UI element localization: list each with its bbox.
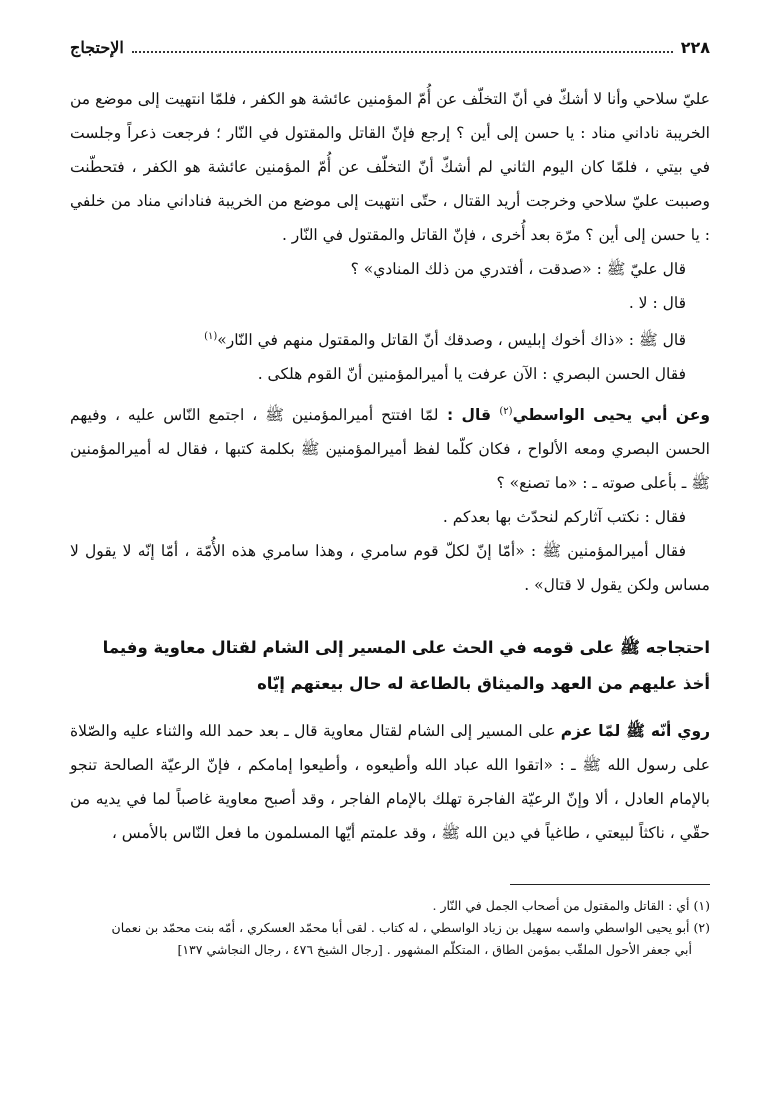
paragraph-rawi <box>70 714 710 850</box>
paragraph-1: عليّ سلاحي وأنا لا أشكّ في أنّ التخلّف عن أُمّ المؤمنين عائشة هو الكفر ، فلمّا انتهيت إلى موضع من الخريبة ناداني مناد : يا حسن إلى أين ؟ إرجع فإنّ القاتل والمقتول في النّار ؛ فرجعت ذعراً وجلست في بيتي ، فلمّا كان اليوم الثاني لم أشكّ أنّ التخلّف عن أُمّ المؤمنين عائشة هو الكفر ، فتحطّنت وصببت عليّ سلاحي وخرجت أريد القتال ، حتّى انتهيت إلى موضع من الخريبة فناداني مناد من خلفي : يا حسن إلى أين ؟ مرّة بعد أُخرى ، فإنّ القاتل والمقتول في النّار . <box>70 90 710 244</box>
paragraph-ali-question: قال عليّ ﷺ : «صدقت ، أفتدري من ذلك المنادي» ؟ <box>350 260 686 278</box>
wasiti-lead: وعن أبي يحيى الواسطي <box>512 406 710 425</box>
footnotes <box>70 895 710 961</box>
paragraph-samiri: فقال أميرالمؤمنين ﷺ : «أمّا إنّ لكلّ قوم سامري ، وهذا سامري هذه الأُمّة ، أمّا إنّه لا يقول لا مساس ولكن يقول لا قتال» . <box>70 542 710 595</box>
paragraph-wasiti <box>70 395 710 500</box>
page <box>70 38 710 1078</box>
paragraph-reply-no: قال : لا . <box>628 294 686 312</box>
paragraph-hasan-basri: فقال الحسن البصري : الآن عرفت يا أميرالمؤمنين أنّ القوم هلكى . <box>257 365 686 384</box>
rawi-rest: على المسير إلى الشام لقتال معاوية قال ـ بعد حمد الله والثناء عليه والصّلاة على رسول الله ﷺ ـ : «اتقوا الله عباد الله وأطيعوه ، وأطيعوا إمامكم ، فإنّ الرعيّة الصالحة تنجو بالإمام العادل ، ألا وإنّ الرعيّة الفاجرة تهلك بالإمام الفاجر ، وقد أصبح معاوية غاصباً لما في يديه من حقّي ، ناكثاً لبيعتي ، طاغياً في دين الله ﷺ ، وقد علمتم أيّها المسلمون ما فعل النّاس بالأمس ، <box>70 722 710 843</box>
wasiti-rest: لمّا افتتح أميرالمؤمنين ﷺ ، اجتمع النّاس عليه ، وفيهم الحسن البصري ومعه الألواح ، فكان كلّما لفظ أميرالمؤمنين ﷺ بكلمة كتبها ، فقال له أميرالمؤمنين ﷺ ـ بأعلى صوته ـ : «ما تصنع» ؟ <box>70 406 710 493</box>
wasiti-qala: قال : <box>438 406 500 425</box>
footnote-2-continued: أبي جعفر الأحول الملقّب بمؤمن الطاق ، المتكلّم المشهور . [رجال الشيخ ٤٧٦ ، رجال النجاشي ١٣٧] <box>177 942 692 958</box>
main-text <box>70 82 710 850</box>
header-dot-leader <box>132 51 673 53</box>
section-title: احتجاجه ﷺ على قومه في الحث على المسير إلى الشام لقتال معاوية وفيما أخذ عليهم من العهد والميثاق بالطاعة له حال بيعتهم إيّاه <box>102 638 710 694</box>
footnote-1: (١) أي : القاتل والمقتول من أصحاب الجمل في النّار . <box>432 898 710 914</box>
rawi-lead: روي أنّه ﷺ لمّا عزم <box>560 722 710 741</box>
footnote-ref-1: (١) <box>204 331 218 342</box>
running-title: الإحتجاج <box>70 38 124 57</box>
paragraph-iblis-text: قال ﷺ : «ذاك أخوك إبليس ، وصدقك أنّ القاتل والمقتول منهم في النّار» <box>217 331 686 350</box>
footnote-separator <box>510 884 710 885</box>
page-number: ٢٢٨ <box>680 38 710 57</box>
paragraph-athar: فقال : نكتب آثاركم لنحدّث بها بعدكم . <box>442 508 686 527</box>
page-header <box>70 38 710 68</box>
footnote-ref-2: (٢) <box>499 406 513 418</box>
footnote-2: (٢) أبو يحيى الواسطي واسمه سهيل بن زياد الواسطي ، له كتاب . لقى أبا محمّد العسكري ، أمّه بنت محمّد بن نعمان <box>111 920 710 936</box>
paragraph-iblis <box>70 320 710 357</box>
